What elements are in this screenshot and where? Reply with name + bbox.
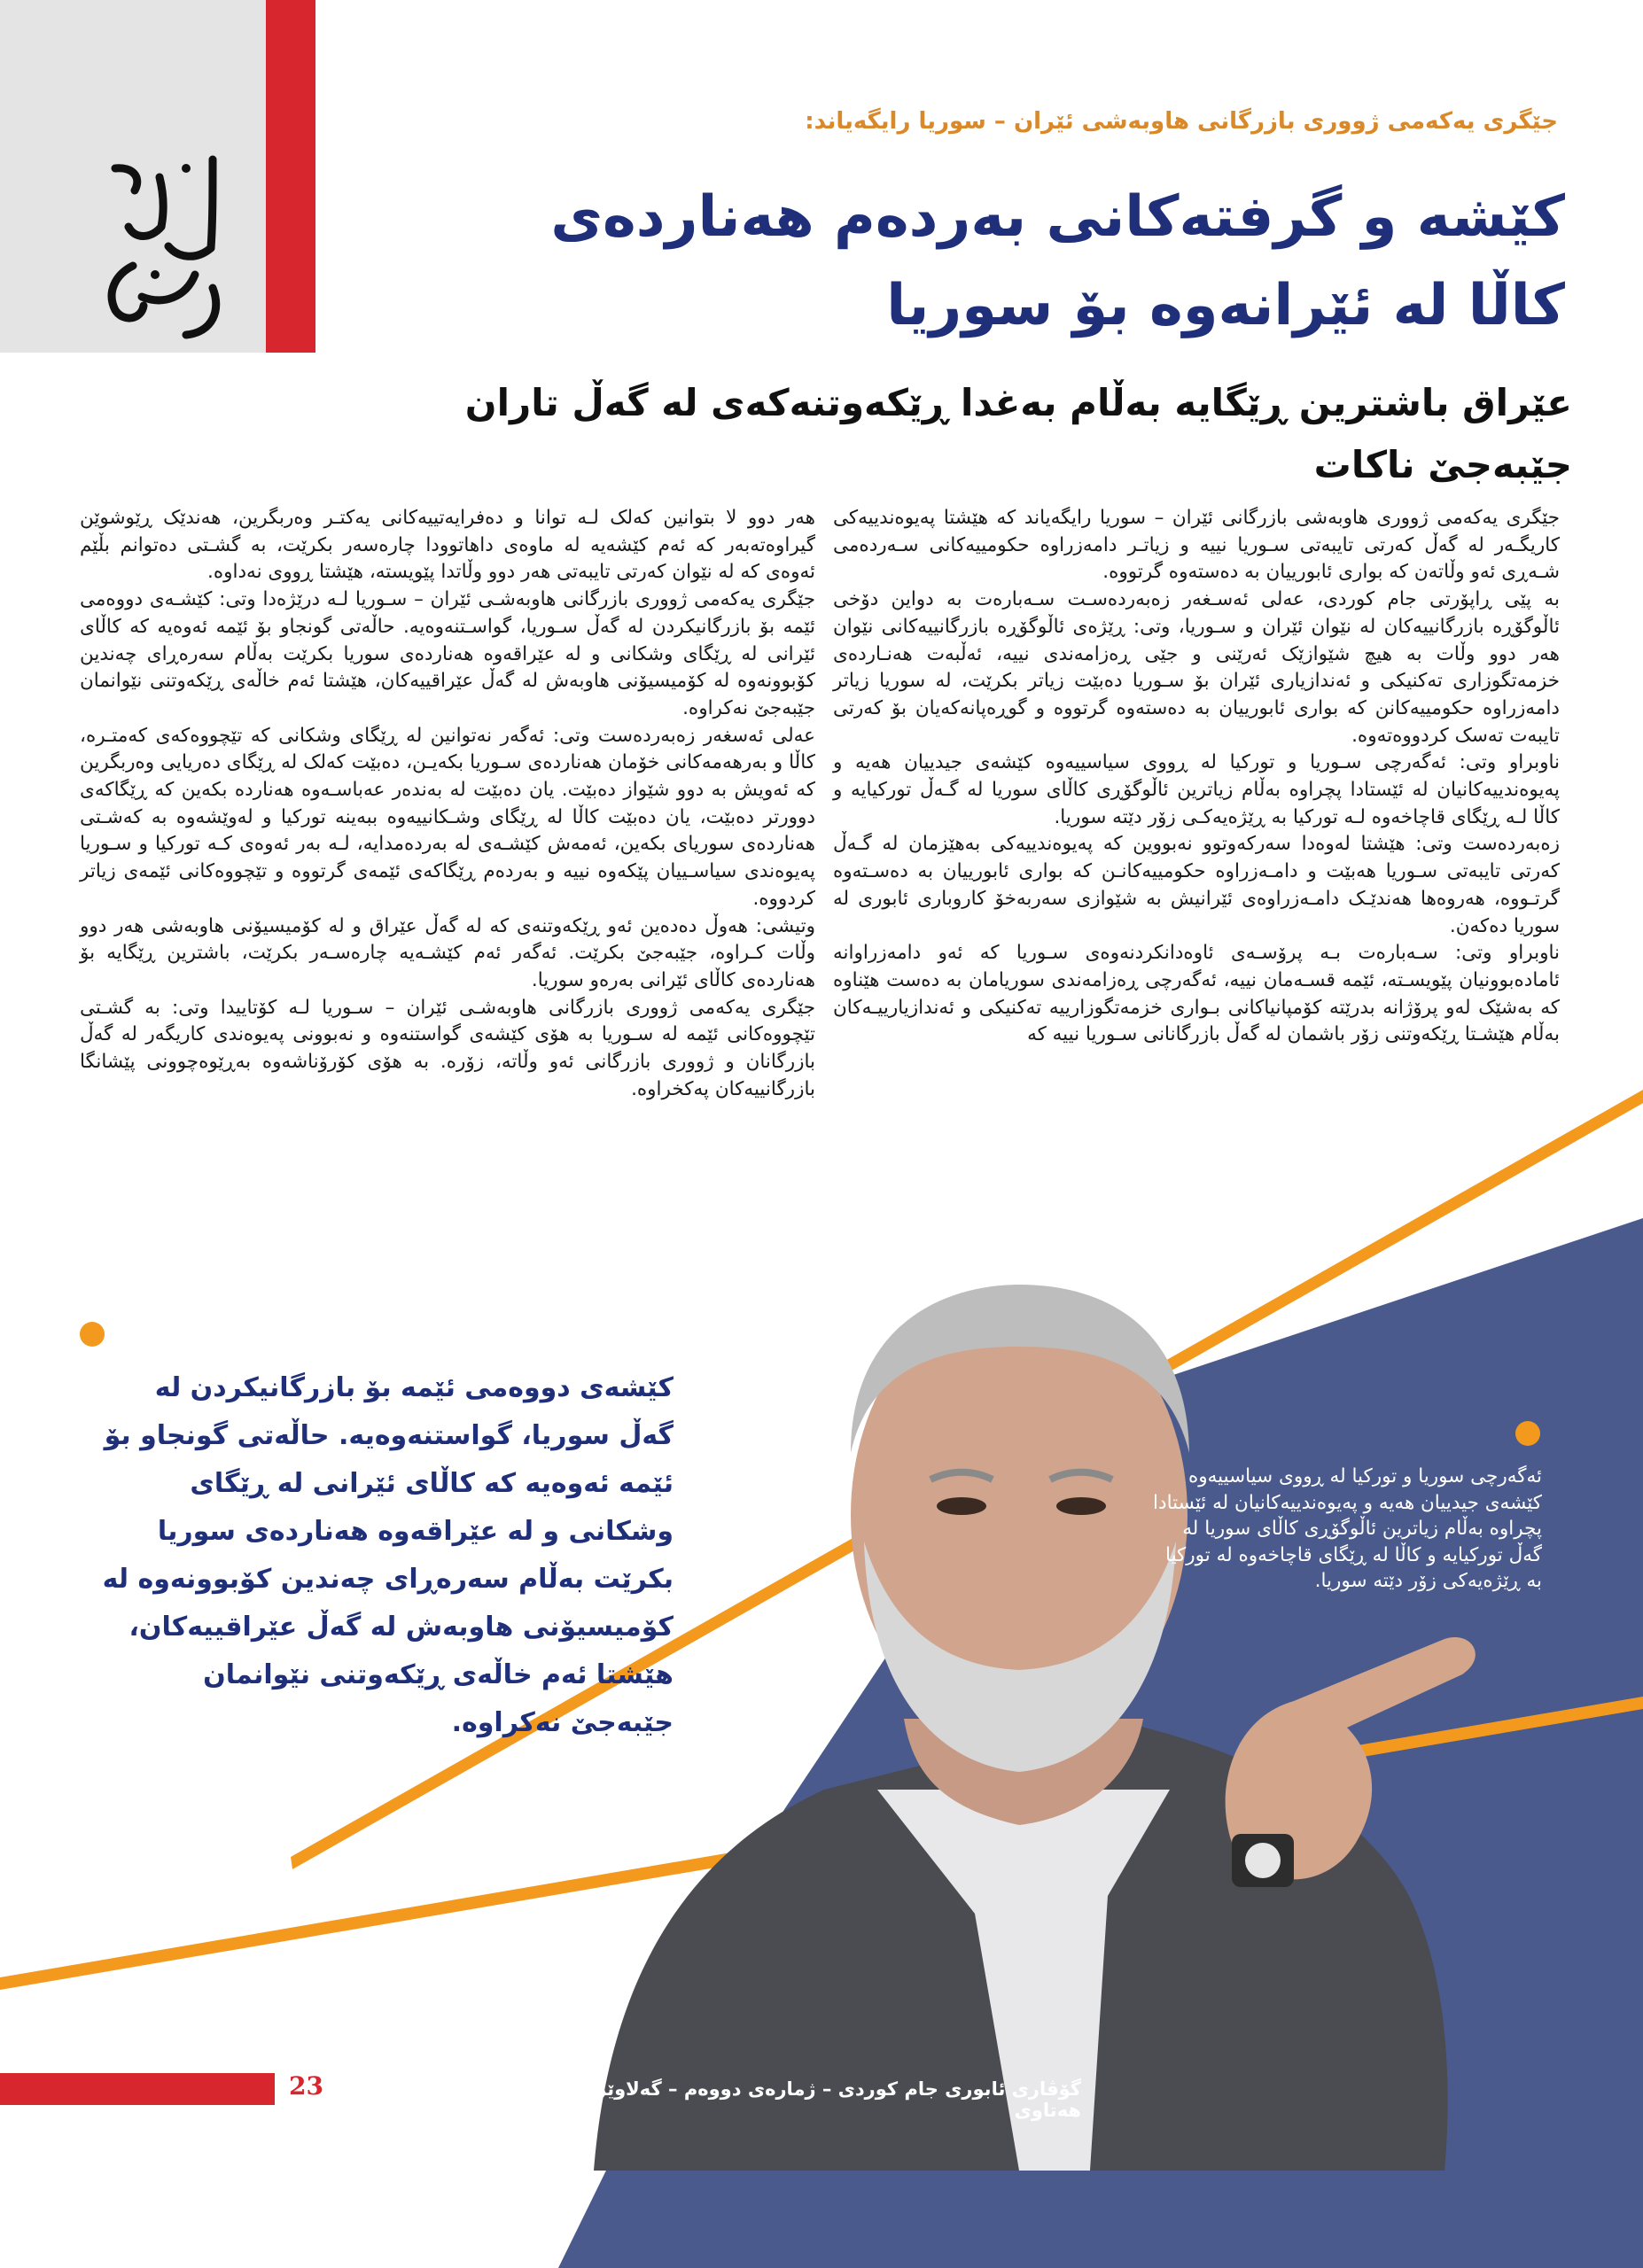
portrait-photo	[558, 1223, 1577, 2171]
jam-kurdi-logo	[80, 142, 248, 346]
headline-line-1: کێشە و گرفتەکانی بەردەم هەناردەی	[550, 184, 1565, 250]
paragraph: جێگری یەکەمی ژووری هاوبەشی بازرگانی ئێران – سوریا رایگەیاند کە هێشتا پەیوەندییەکی کاریگـەر لە گەڵ کەرتی تایبەتی سـوریا نییە و زیاتـر دامەزراوە حکومییەکانی سـەردەمی شـەڕی ئەو وڵاتەن کە بواری ئابورییان بە دەستەوە گرتووە.	[833, 507, 1560, 584]
footer-red-bar	[0, 2073, 275, 2105]
article-column-right	[833, 505, 1560, 1049]
quote-bullet-dot	[80, 1322, 105, 1347]
pull-quote-left: کێشەی دووەمی ئێمە بۆ بازرگانیکردن لە گەڵ سوریا، گواستنەوەیە. حاڵەتی گونجاو بۆ ئێمە ئەوەیە کە کاڵای ئێرانی لە ڕێگای وشکانی و لە عێراقەوە هەناردەی سوریا بکرێت بەڵام سەرەڕای چەندین کۆبوونەوە لە کۆمیسیۆنی هاوبەش لە گەڵ عێراقییەکان، هێشتا ئەم خاڵەی ڕێکەوتنی نێوانمان جێبەجێ نەکراوە.	[102, 1372, 674, 1738]
pull-quote-right: ئەگەرچی سوریا و تورکیا لە ڕووی سیاسییەوە کێشەی جیدییان هەیە و پەیوەندییەکانیان لە ئێستادا پچراوە بەڵام زیاترین ئاڵوگۆڕی کاڵای سوریا لە گەڵ تورکیایە و کاڵا لە ڕێگای قاچاخەوە لە تورکیا بە ڕێژەیەکی زۆر دێتە سوریا.	[1153, 1465, 1542, 1592]
headline-line-2: کاڵا لە ئێرانەوە بۆ سوریا	[886, 273, 1565, 338]
paragraph: ناوبراو وتی: سـەبارەت بـە پرۆسـەی ئاوەدانکردنەوەی سـوریا کە ئەو دامەزراوانە ئامادەبوونیان پێویسـتە، ئێمە قسـەمان نییە، ئەگەرچی ڕەزامەندی سوریامان بە دەست هێناوە کە بەشێک لەو پرۆژانە بدرێتە کۆمپانیاکانی بـواری خزمەتگوزارییە تەکنیکی و ئەندازیارییـەکان بەڵام هێشـتا ڕێکەوتنی زۆر باشمان لە گەڵ بازرگانانی سـوریا نییە کە	[833, 942, 1560, 1046]
paragraph: وتیشی: هەوڵ دەدەین ئەو ڕێکەوتنەی کە لە گەڵ عێراق و لە کۆمیسیۆنی هاوبەشی هەر دوو وڵات کـراوە، جێبەجێ بکرێت. ئەگەر ئەم کێشـەیە چارەسـەر بکرێت، باشترین ڕێگایە بۆ هەناردەی کاڵای ئێرانی بەرەو سوریا.	[80, 914, 815, 991]
footer-magazine-info: گۆڤاری ئابوری جام کوردی – ژمارەی دووەم – گەلاوێژی ساڵی ١٤٠٠ ی کۆچی هەتاوی	[384, 2078, 1081, 2121]
paragraph: جێگری یەکەمی ژووری بازرگانی هاوبەشـی ئێران – سـوریا لـە کۆتاییدا وتی: بە گشـتی تێچووەکانی ئێمە لە سـوریا بە هۆی کێشەی گواستنەوە و نەبوونی پەیوەندی کاریگەر لە گەڵ بازرگانان و ژووری بازرگانی ئەو وڵاتە، زۆرە. بە هۆی کۆرۆناشەوە بەڕێوەچوونی پێشانگا بازرگانییەکان پەکخراوە.	[80, 996, 815, 1100]
article-column-left	[80, 505, 815, 1103]
paragraph: عەلی ئەسغەر زەبەردەست وتی: ئەگەر نەتوانین لە ڕێگای وشکانی کە تێچووەکەی کەمتـرە، کاڵا و بەرهەمەکانی خۆمان هەناردەی سـوریا بکەیـن، دەبێت کەلک لە ڕێگای دەریایی وەربگرین کە ئەویش بە دوو شێواز دەبێت. یان دەبێت لە بەندەر عەباسـەوە هەناردە بکەین کە ڕێگاکەی دوورتر دەبێت، یان دەبێت کاڵا لە ڕێگای وشـکانییەوە ببەینە تورکیا و لەوێشەوە بە کەشـتی هەناردەی سوریای بکەین، ئەمەش کێشـەی لە بەردەمدایە، لـە بەر ئەوەی کـە تورکیا و سـوریا پەیوەندی سیاسـییان پێکەوە نییە و بەردەم ڕێگاکەی ئێمەی گرتووە و تێچووەکانی ئێمەی زیاتر کردووە.	[80, 724, 815, 910]
paragraph: زەبەردەست وتی: هێشتا لەوەدا سەرکەوتوو نەبووین کە پەیوەندییەکی بەهێزمان لە گـەڵ کەرتی تایبەتی سـوریا هەبێت و دامـەزراوە حکومییەکانـن کە بواری ئابورییان بە دەسـتەوە گرتـووە، هەروەها هەندێـک دامـەزراوەی ئێرانیش بە شێوازی سەربەخۆ کاروباری ئابوری لە سوریا دەکەن.	[833, 833, 1560, 937]
kicker-text: جێگری یەکەمی ژووری بازرگانی هاوبەشی ئێران – سوریا رایگەیاند:	[805, 108, 1558, 135]
subheadline: عێراق باشترین ڕێگایە بەڵام بەغدا ڕێکەوتنەکەی لە گەڵ تاران جێبەجێ ناکات	[464, 381, 1572, 486]
paragraph: هەر دوو لا بتوانین کەلک لـە توانا و دەفرایەتییەکانی یەکتـر وەربگرین، هەندێک ڕێوشوێن گیراوەتەبەر کە ئەم کێشەیە لە ماوەی داهاتوودا چارەسەر بکرێت، بە گشـتی دەتوانم بڵێم ئەوەی کە لە نێوان کەرتی تایبەتی هەر دوو وڵاتدا پێویستە، هێشتا ڕووی نەداوە.	[80, 507, 815, 584]
quote-bullet-dot	[1515, 1421, 1540, 1446]
paragraph: ناوبراو وتی: ئەگەرچی سـوریا و تورکیا لە ڕووی سیاسییەوە کێشەی جیدییان هەیە و پەیوەندییەکانیان لە ئێستادا پچراوە بەڵام زیاترین ئاڵوگۆڕی کاڵای سوریا لە گـەڵ تورکیایە و کاڵا لـە ڕێگای قاچاخەوە لـە تورکیا بە ڕێژەیەکـی زۆر دێتە سوریا.	[833, 751, 1560, 828]
paragraph: بە پێی ڕاپۆرتی جام کوردی، عەلی ئەسـغەر زەبەردەسـت سـەبارەت بە دواین دۆخی ئاڵوگۆڕە بازرگانییەکان لە نێوان ئێران و سـوریا، وتی: ڕێژەی ئاڵوگۆڕە بازرگانییەکانی نێوان هەر دوو وڵات بە هیچ شێوازێک ئەرێنی و جێی ڕەزامەندی نییە، ئەڵبەت هەنـاردەی خزمەتگوزاری تەکنیکی و ئەندازیاری ئێران بۆ سـوریا دەبێت زیاتر بکرێت، لە سوریا زیاتر دامەزراوە حکومییەکانن کە بواری ئابورییان بە دەستەوە گرتووە و گوڕەپانەکەیان بۆ کەرتی تایبەت تەسک کردووەتەوە.	[833, 588, 1560, 747]
header-sidebar-red	[266, 0, 315, 353]
page-number: 23	[289, 2071, 323, 2101]
paragraph: جێگری یەکەمی ژووری بازرگانی هاوبەشـی ئێران – سـوریا لـە درێژەدا وتی: کێشـەی دووەمی ئێمە بۆ بازرگانیکردن لە گەڵ سـوریا، گواسـتنەوەیە. حاڵەتی گونجاو بۆ ئێمە ئەوەیە کە کاڵای ئێرانی لە ڕێگای وشکانی و لە عێراقەوە هەناردەی سوریا بکرێت بەڵام سەرەڕای چەندین کۆبوونەوە لە کۆمیسیۆنی هاوبەش لە گەڵ عێراقییەکان، هێشتا ئەم خاڵەی ڕێکەوتنی نێوانمان جێبەجێ نەکراوە.	[80, 588, 815, 719]
